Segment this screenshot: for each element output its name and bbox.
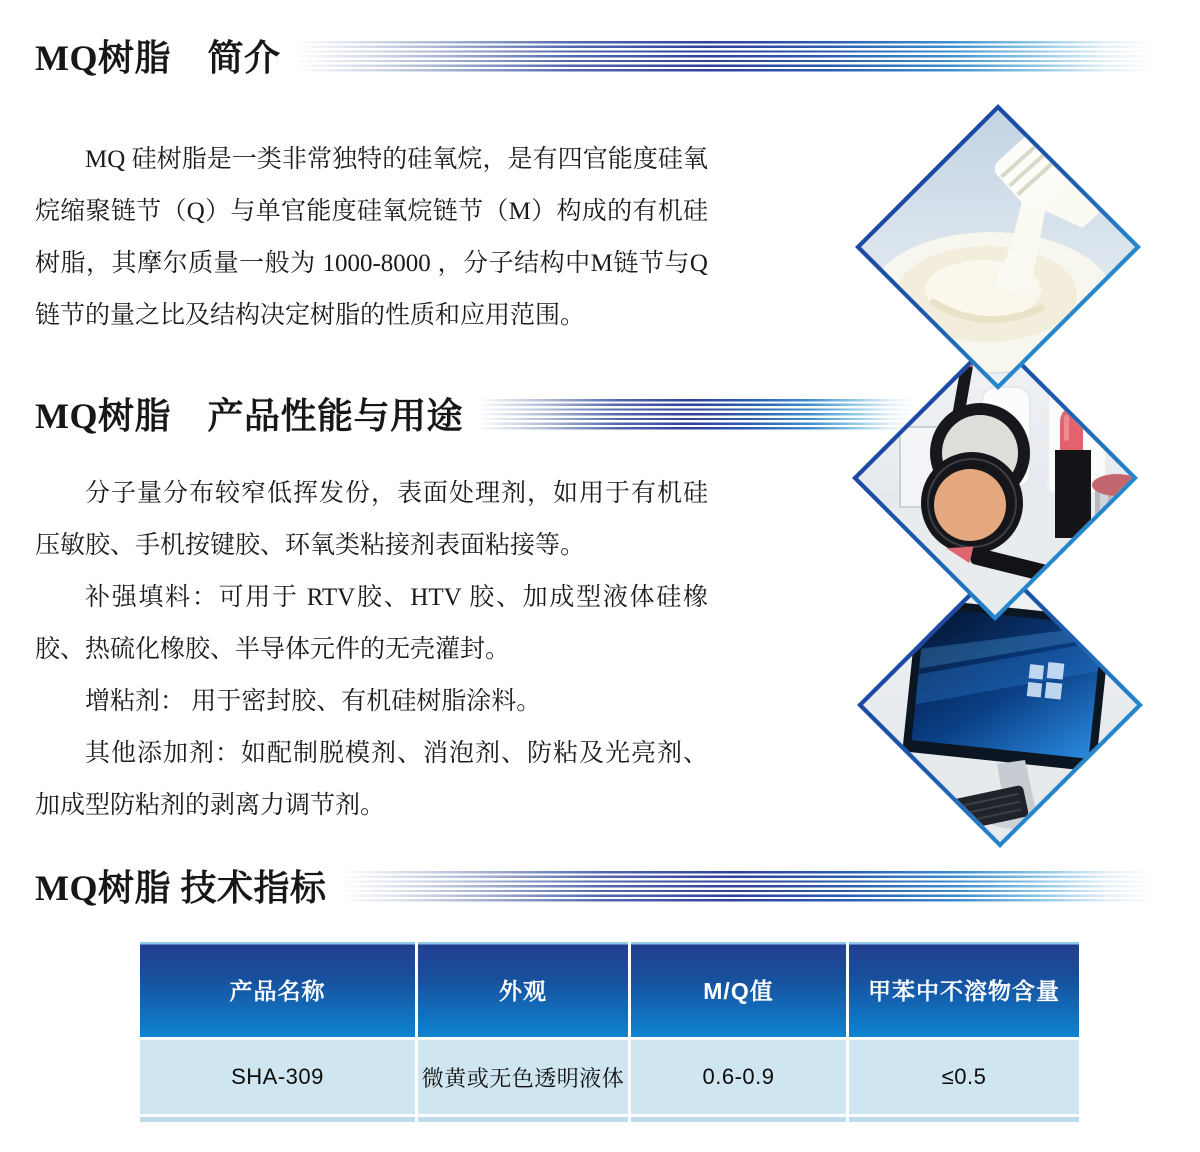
section-specs-title: MQ树脂 技术指标	[35, 867, 327, 908]
section-intro-heading-row	[35, 28, 1155, 82]
performance-paragraph: 分子量分布较窄低挥发份，表面处理剂，如用于有机硅压敏胶、手机按键胶、环氧类粘接剂表面粘接等。	[35, 480, 708, 559]
cell-appearance: 微黄或无色透明液体	[418, 1040, 628, 1114]
performance-paragraph: 增粘剂： 用于密封胶、有机硅树脂涂料。	[85, 688, 542, 715]
spec-table	[140, 942, 1070, 1122]
performance-paragraph: 其他添加剂：如配制脱模剂、消泡剂、防粘及光亮剂、加成型防粘剂的剥离力调节剂。	[35, 740, 708, 819]
section-specs-heading-row	[35, 858, 1155, 912]
table-bottom-strip	[631, 1117, 846, 1122]
performance-paragraph-block	[35, 468, 708, 832]
table-bottom-strip	[140, 1117, 415, 1122]
cell-toluene-insolubles: ≤0.5	[849, 1040, 1079, 1114]
table-bottom-strip	[418, 1117, 628, 1122]
cream-pour-photo	[855, 104, 1141, 390]
intro-paragraph-block	[35, 134, 708, 342]
diamond-image-cream	[855, 104, 1141, 390]
heading-stripes-decoration	[294, 41, 1155, 73]
section-intro-title: MQ树脂 简介	[35, 37, 281, 78]
section-performance-heading-row	[35, 386, 915, 440]
header-cell-mq-ratio: M/Q值	[631, 942, 846, 1037]
cell-mq-ratio: 0.6-0.9	[631, 1040, 846, 1114]
heading-stripes-decoration	[477, 399, 915, 431]
table-bottom-strip	[849, 1117, 1079, 1122]
cell-product-name: SHA-309	[140, 1040, 415, 1114]
header-cell-appearance: 外观	[418, 942, 628, 1037]
monitor	[902, 598, 1111, 771]
section-performance-title: MQ树脂 产品性能与用途	[35, 395, 463, 436]
intro-paragraph: MQ 硅树脂是一类非常独特的硅氧烷，是有四官能度硅氧烷缩聚链节（Q）与单官能度硅氧烷链节（M）构成的有机硅树脂，其摩尔质量一般为 1000-8000 ，分子结构中M链节与Q链节的量之比及结构决定树脂的性质和应用范围。	[35, 146, 708, 329]
performance-paragraph: 补强填料：可用于 RTV胶、HTV 胶、加成型液体硅橡胶、热硫化橡胶、半导体元件的无壳灌封。	[35, 584, 708, 663]
header-cell-toluene-insolubles: 甲苯中不溶物含量	[849, 942, 1079, 1037]
heading-stripes-decoration	[340, 871, 1155, 903]
header-cell-product-name: 产品名称	[140, 942, 415, 1037]
mouse	[1046, 814, 1083, 842]
